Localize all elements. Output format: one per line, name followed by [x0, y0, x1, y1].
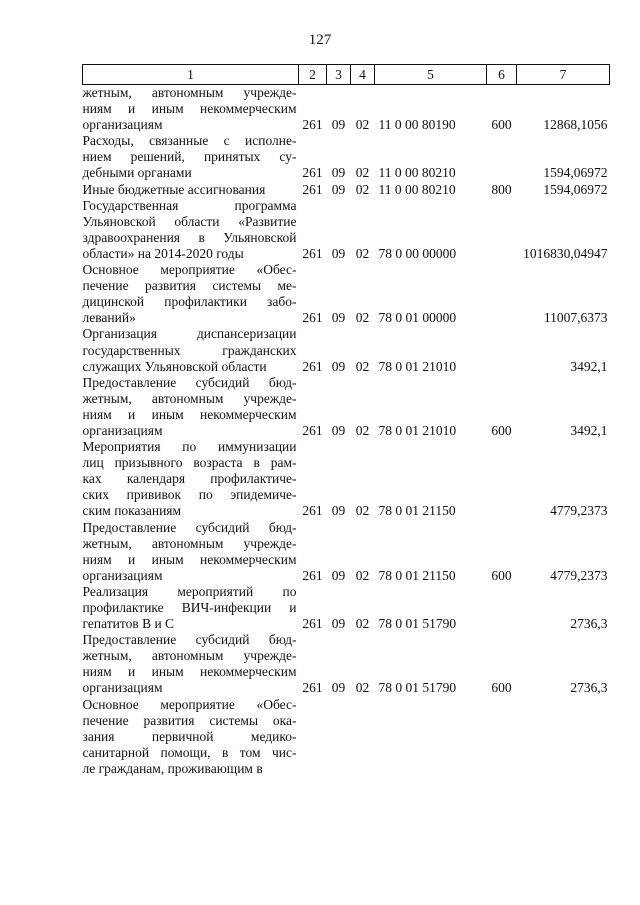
description-line: ле гражданам, проживающим в — [82, 760, 263, 776]
description-line: дебными органами — [82, 165, 192, 181]
amount-value: 2736,3 — [570, 680, 608, 696]
description-line: нием решений, принятых су- — [82, 149, 297, 165]
column-header-3: 3 — [327, 65, 351, 85]
amount-value: 1594,06972 — [543, 165, 608, 181]
page-number: 127 — [308, 32, 332, 48]
description-line: государственных гражданских — [82, 342, 297, 358]
table-row — [83, 133, 610, 181]
description-line: печение развития системы ме- — [82, 278, 297, 294]
description-line: Расходы, связанные с исполне- — [82, 133, 297, 149]
target-article-code: 78 0 01 51790 — [378, 680, 457, 696]
row-description — [83, 85, 299, 134]
target-article-code: 78 0 01 21010 — [378, 358, 457, 374]
chapter-code: 261 — [302, 616, 323, 632]
column-header-1: 1 — [83, 65, 299, 85]
amount-value: 2736,3 — [570, 616, 608, 632]
subsection-code: 02 — [355, 245, 370, 261]
description-line: ским показаниям — [82, 503, 182, 519]
section-code: 09 — [331, 165, 346, 181]
table-body — [83, 85, 610, 778]
description-line: лиц призывного возраста в рам- — [82, 455, 297, 471]
subsection-code: 02 — [355, 181, 370, 197]
table-row — [83, 520, 610, 584]
description-line: Организация диспансеризации — [82, 326, 297, 342]
table-row — [83, 198, 610, 262]
subsection-code: 02 — [355, 616, 370, 632]
chapter-code: 261 — [302, 165, 323, 181]
description-line: организациям — [82, 680, 163, 696]
description-line: жетным, автономным учрежде- — [82, 535, 297, 551]
column-header-7: 7 — [517, 65, 610, 85]
amount-value: 4779,2373 — [550, 503, 608, 519]
subsection-code: 02 — [355, 503, 370, 519]
row-description — [83, 326, 299, 374]
expense-type-code: 600 — [491, 117, 512, 133]
description-line: профилактике ВИЧ-инфекции и — [82, 600, 297, 615]
row-description — [83, 198, 299, 262]
chapter-code: 261 — [302, 310, 323, 326]
expense-type-code — [487, 584, 517, 632]
chapter-code: 261 — [302, 422, 323, 438]
table-row — [83, 85, 610, 134]
chapter-code: 261 — [302, 245, 323, 261]
column-header-6: 6 — [487, 65, 517, 85]
description-line: Иные бюджетные ассигнования — [82, 181, 266, 197]
target-article-code: 78 0 01 21150 — [378, 503, 456, 519]
description-line: печение развития системы ока- — [82, 712, 297, 728]
subsection-code: 02 — [355, 680, 370, 696]
table-row — [83, 262, 610, 326]
description-line: дицинской профилактики забо- — [82, 294, 297, 310]
subsection-code: 02 — [355, 310, 370, 326]
table-row — [83, 182, 610, 198]
description-line: жетным, автономным учрежде- — [82, 390, 297, 406]
description-line: Государственная программа — [82, 197, 297, 213]
description-line: Предоставление субсидий бюд- — [82, 632, 297, 648]
expense-type-code — [487, 262, 517, 326]
amount-value — [517, 697, 610, 777]
expense-type-code: 600 — [491, 680, 512, 696]
target-article-code: 78 0 00 00000 — [378, 245, 457, 261]
target-article-code: 78 0 01 51790 — [378, 616, 457, 632]
table-row — [83, 632, 610, 696]
table-row — [83, 439, 610, 519]
row-description — [83, 262, 299, 326]
row-description — [83, 584, 299, 632]
target-article-code: 78 0 01 21150 — [378, 567, 456, 583]
table-row — [83, 697, 610, 777]
row-description — [83, 182, 299, 198]
description-line: Предоставление субсидий бюд- — [82, 519, 297, 535]
section-code: 09 — [331, 567, 346, 583]
amount-value: 1016830,04947 — [523, 245, 608, 261]
section-code: 09 — [331, 616, 346, 632]
expense-type-code: 600 — [491, 567, 512, 583]
row-description — [83, 439, 299, 519]
amount-value: 3492,1 — [570, 358, 608, 374]
expense-type-code — [487, 133, 517, 181]
target-article-code — [375, 697, 487, 777]
description-line: ниям и иным некоммерческим — [82, 406, 297, 422]
description-line: зания первичной медико- — [82, 728, 297, 744]
description-line: служащих Ульяновской области — [82, 358, 267, 374]
row-description — [83, 632, 299, 696]
section-code: 09 — [331, 245, 346, 261]
column-header-2: 2 — [299, 65, 327, 85]
subsection-code: 02 — [355, 422, 370, 438]
description-line: ниям и иным некоммерческим — [82, 101, 297, 117]
budget-table — [82, 64, 610, 777]
chapter-code: 261 — [302, 358, 323, 374]
description-line: Реализация мероприятий по — [82, 583, 297, 599]
description-line: Предоставление субсидий бюд- — [82, 374, 297, 390]
target-article-code: 11 0 00 80210 — [378, 181, 456, 197]
column-number-header-row — [83, 65, 610, 85]
target-article-code: 11 0 00 80210 — [378, 165, 456, 181]
row-description — [83, 520, 299, 584]
section-code: 09 — [331, 181, 346, 197]
description-line: Ульяновской области «Развитие — [82, 213, 297, 229]
description-line: Основное мероприятие «Обес- — [82, 262, 297, 278]
column-header-5: 5 — [375, 65, 487, 85]
description-line: ках календаря профилактиче- — [82, 471, 297, 487]
amount-value: 12868,1056 — [543, 117, 608, 133]
chapter-code: 261 — [302, 117, 323, 133]
target-article-code: 11 0 00 80190 — [378, 117, 456, 133]
chapter-code: 261 — [302, 567, 323, 583]
chapter-code — [299, 697, 327, 777]
section-code: 09 — [331, 422, 346, 438]
expense-type-code — [487, 439, 517, 519]
description-line: Основное мероприятие «Обес- — [82, 696, 297, 712]
subsection-code — [351, 697, 375, 777]
amount-value: 3492,1 — [570, 422, 608, 438]
row-description — [83, 697, 299, 777]
chapter-code: 261 — [302, 181, 323, 197]
chapter-code: 261 — [302, 503, 323, 519]
table-row — [83, 326, 610, 374]
expense-type-code: 600 — [491, 422, 512, 438]
table-row — [83, 375, 610, 439]
amount-value: 1594,06972 — [543, 181, 608, 197]
description-line: организациям — [82, 567, 163, 583]
description-line: Мероприятия по иммунизации — [82, 439, 297, 455]
column-header-4: 4 — [351, 65, 375, 85]
section-code — [327, 697, 351, 777]
section-code: 09 — [331, 680, 346, 696]
subsection-code: 02 — [355, 117, 370, 133]
description-line: гепатитов В и С — [82, 616, 175, 632]
expense-type-code: 800 — [491, 181, 512, 197]
section-code: 09 — [331, 358, 346, 374]
row-description — [83, 375, 299, 439]
description-line: леваний» — [82, 310, 136, 326]
subsection-code: 02 — [355, 165, 370, 181]
expense-type-code — [487, 198, 517, 262]
subsection-code: 02 — [355, 567, 370, 583]
description-line: здравоохранения в Ульяновской — [82, 229, 297, 245]
section-code: 09 — [331, 117, 346, 133]
expense-type-code — [487, 697, 517, 777]
row-description — [83, 133, 299, 181]
expense-type-code — [487, 326, 517, 374]
description-line: жетным, автономным учрежде- — [82, 648, 297, 664]
subsection-code: 02 — [355, 358, 370, 374]
description-line: жетным, автономным учрежде- — [82, 85, 297, 100]
description-line: организациям — [82, 117, 163, 133]
target-article-code: 78 0 01 00000 — [378, 310, 457, 326]
section-code: 09 — [331, 310, 346, 326]
chapter-code: 261 — [302, 680, 323, 696]
description-line: области» на 2014-2020 годы — [82, 245, 244, 261]
section-code: 09 — [331, 503, 346, 519]
description-line: ских прививок по эпидемиче- — [82, 487, 297, 503]
amount-value: 11007,6373 — [543, 310, 608, 326]
description-line: санитарной помощи, в том чис- — [82, 744, 297, 760]
target-article-code: 78 0 01 21010 — [378, 422, 457, 438]
description-line: ниям и иным некоммерческим — [82, 664, 297, 680]
table-row — [83, 584, 610, 632]
description-line: ниям и иным некоммерческим — [82, 551, 297, 567]
description-line: организациям — [82, 422, 163, 438]
amount-value: 4779,2373 — [550, 567, 608, 583]
